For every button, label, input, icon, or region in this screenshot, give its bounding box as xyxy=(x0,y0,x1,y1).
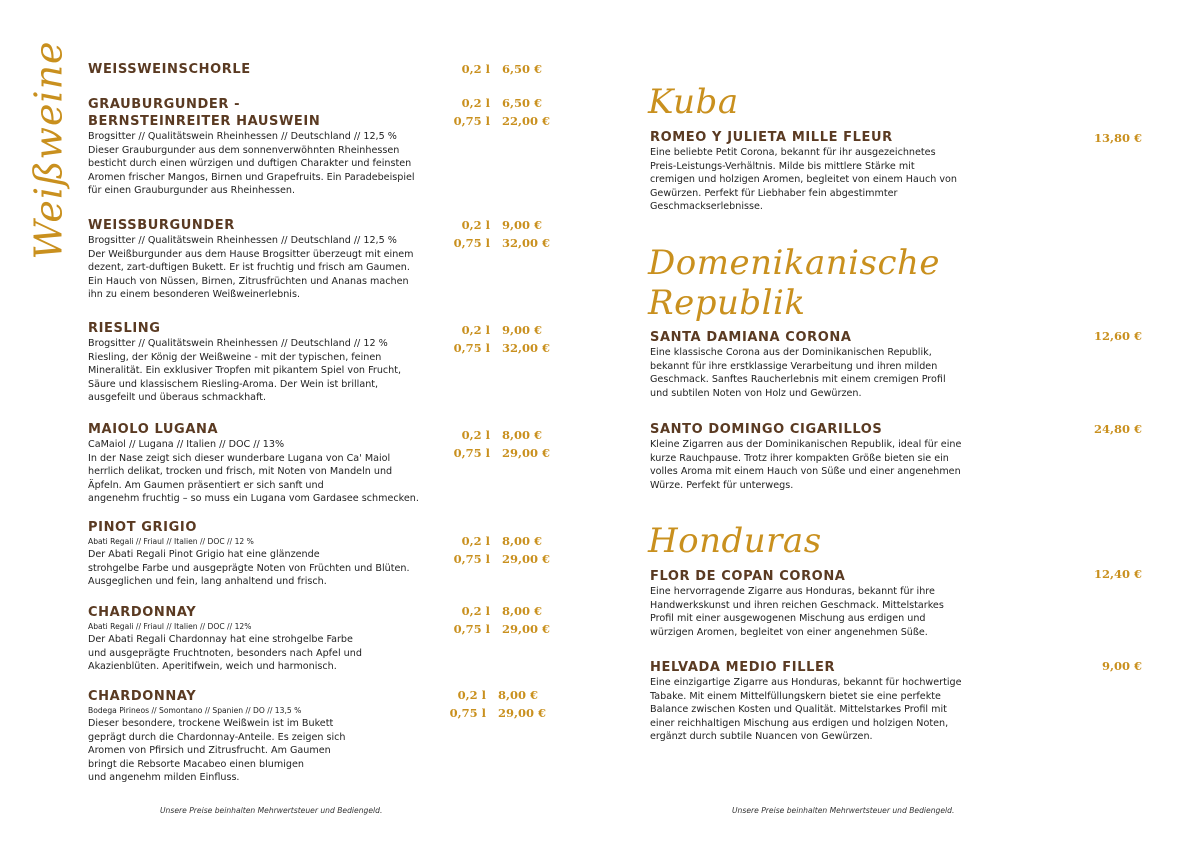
cigar-name: SANTA DAMIANA CORONA xyxy=(650,330,852,345)
wine-meta: CaMaiol // Lugana // Italien // DOC // 13% xyxy=(88,439,285,450)
region-title-honduras: Honduras xyxy=(648,521,822,561)
wine-description: Der Abati Regali Pinot Grigio hat eine glänzende strohgelbe Farbe und ausgeprägte Noten von Früchten und Blüten. Ausgeglichen und fein, lang anhaltend und frisch. xyxy=(88,549,410,588)
wine-item xyxy=(88,61,448,78)
wine-name: PINOT GRIGIO xyxy=(88,520,197,535)
cigar-item xyxy=(650,568,1010,639)
cigar-description: Eine hervorragende Zigarre aus Honduras, bekannt für ihre Handwerkskunst und ihren reichen Geschmack. Mittelstarkes Profil mit einer ausgewogenen Mischung aus erdigen und würzigen Aromen, begleitet von einer angenehmen Süße. xyxy=(650,586,944,638)
price-row: 0,75 l 29,00 € xyxy=(453,552,551,566)
cigar-name: SANTO DOMINGO CIGARILLOS xyxy=(650,422,883,437)
wine-description: Der Abati Regali Chardonnay hat eine strohgelbe Farbe und ausgeprägte Fruchtnoten, besonders nach Apfel und Akazienblüten. Aperitifwein, weich und harmonisch. xyxy=(88,634,362,673)
price-row: 0,2 l 8,00 € xyxy=(461,604,543,618)
wine-name: CHARDONNAY xyxy=(88,689,197,704)
price-row: 0,75 l 29,00 € xyxy=(449,706,547,720)
wine-description: Riesling, der König der Weißweine - mit der typischen, feinen Mineralität. Ein exklusiver Tropfen mit pikantem Spiel von Frucht, Säure und klassischem Riesling-Aroma. Der Wein ist brillant, ausgefeilt und überaus schmackhaft. xyxy=(88,351,402,404)
region-title-domenikanische-republik: Domenikanische Republik xyxy=(648,243,941,323)
cigar-description: Eine klassische Corona aus der Dominikanischen Republik, bekannt für ihre erstklassige Verarbeitung und ihren milden Geschmack. Sanftes Raucherlebnis mit einem cremigen Profil und subtilen Noten von Holz und Gewürzen. xyxy=(650,347,946,399)
cigar-name: HELVADA MEDIO FILLER xyxy=(650,660,836,675)
price-row: 0,2 l 6,50 € xyxy=(461,62,543,76)
cigar-menu-page xyxy=(600,0,1200,849)
cigar-price: 9,00 € xyxy=(1101,659,1142,673)
wine-prices xyxy=(452,216,550,252)
wine-prices xyxy=(452,60,542,78)
cigar-price: 12,60 € xyxy=(1093,329,1142,343)
wine-description: Der Weißburgunder aus dem Hause Brogsitter überzeugt mit einem dezent, zart-duftigen Bukett. Er ist fruchtig und frisch am Gaumen. Ein Hauch von Nüssen, Birnen, Zitrusfrüchten und Ananas machen ihn zu einem besonderen Weißweinerlebnis. xyxy=(88,248,414,301)
wine-name: MAIOLO LUGANA xyxy=(88,422,219,437)
wine-meta: Brogsitter // Qualitätswein Rheinhessen // Deutschland // 12 % xyxy=(88,338,388,349)
wine-name: WEISSWEINSCHORLE xyxy=(88,62,251,77)
wine-prices xyxy=(448,686,546,722)
wine-description: Dieser besondere, trockene Weißwein ist im Bukett geprägt durch die Chardonnay-Anteile. Es zeigen sich Aromen von Pfirsich und Zitrusfrucht. Am Gaumen bringt die Rebsorte Macabeo einen blumigen und angenehm milden Einfluss. xyxy=(88,718,346,784)
cigar-item xyxy=(650,659,1010,744)
cigar-description: Eine beliebte Petit Corona, bekannt für ihr ausgezeichnetes Preis-Leistungs-Verhältnis. Milde bis mittlere Stärke mit cremigen und holzigen Aromen, begleitet von einem Hauch von Gewürzen. Perfekt für Liebhaber fein abgestimmter Geschmackserlebnisse. xyxy=(650,147,957,213)
cigar-item xyxy=(650,421,1010,492)
price-row: 0,75 l 29,00 € xyxy=(453,446,551,460)
cigar-price: 13,80 € xyxy=(1093,131,1142,145)
wine-item xyxy=(88,96,448,198)
price-row: 0,2 l 8,00 € xyxy=(461,428,543,442)
price-row: 0,2 l 8,00 € xyxy=(461,534,543,548)
section-title-weissweine: Weißweine xyxy=(27,40,71,260)
price-footnote: Unsere Preise beinhalten Mehrwertsteuer und Bediengeld. xyxy=(732,806,955,815)
wine-prices xyxy=(452,321,550,357)
region-title-kuba: Kuba xyxy=(648,82,739,122)
wine-item xyxy=(88,519,448,589)
cigar-name: ROMEO Y JULIETA MILLE FLEUR xyxy=(650,130,893,145)
wine-item xyxy=(88,320,448,405)
cigar-price: 12,40 € xyxy=(1093,567,1142,581)
wine-item xyxy=(88,217,448,302)
price-row: 0,2 l 9,00 € xyxy=(461,323,543,337)
wine-name: RIESLING xyxy=(88,321,161,336)
wine-item xyxy=(88,421,448,506)
cigar-description: Eine einzigartige Zigarre aus Honduras, bekannt für hochwertige Tabake. Mit einem Mittelfüllungskern bietet sie eine perfekte Balance zwischen Kosten und Qualität. Mittelstarkes Profil mit einer reichhaltigen Mischung aus erdigen und holzigen Noten, ergänzt durch subtile Nuancen von Gewürzen. xyxy=(650,677,962,743)
wine-item xyxy=(88,688,448,785)
price-footnote: Unsere Preise beinhalten Mehrwertsteuer und Bediengeld. xyxy=(160,806,383,815)
cigar-item xyxy=(650,129,1010,214)
price-row: 0,75 l 22,00 € xyxy=(453,114,551,128)
wine-meta: Brogsitter // Qualitätswein Rheinhessen // Deutschland // 12,5 % xyxy=(88,131,397,142)
wine-meta: Abati Regali // Friaul // Italien // DOC // 12% xyxy=(88,622,252,631)
price-row: 0,2 l 6,50 € xyxy=(461,96,543,110)
wine-description: Dieser Grauburgunder aus dem sonnenverwöhnten Rheinhessen besticht durch einen würzigen und duftigen Charakter und feinsten Aromen frischer Mangos, Birnen und Grapefruits. Ein Paradebeispiel für einen Grauburgunder aus Rheinhessen. xyxy=(88,144,415,197)
wine-description: In der Nase zeigt sich dieser wunderbare Lugana von Ca' Maiol herrlich delikat, trocken und frisch, mit Noten von Mandeln und Äpfeln. Am Gaumen präsentiert er sich sanft und angenehm fruchtig – so muss ein Lugana vom Gardasee schmecken. xyxy=(88,452,419,505)
wine-meta: Brogsitter // Qualitätswein Rheinhessen // Deutschland // 12,5 % xyxy=(88,235,397,246)
wine-name: GRAUBURGUNDER - BERNSTEINREITER HAUSWEIN xyxy=(88,97,321,129)
wine-prices xyxy=(452,532,550,568)
wine-item xyxy=(88,604,448,674)
price-row: 0,75 l 29,00 € xyxy=(453,622,551,636)
wine-name: WEISSBURGUNDER xyxy=(88,218,235,233)
cigar-price: 24,80 € xyxy=(1093,422,1142,436)
wine-prices xyxy=(452,94,550,130)
price-row: 0,2 l 9,00 € xyxy=(461,218,543,232)
price-row: 0,75 l 32,00 € xyxy=(453,341,551,355)
cigar-item xyxy=(650,329,1010,400)
price-row: 0,75 l 32,00 € xyxy=(453,236,551,250)
wine-prices xyxy=(452,426,550,462)
wine-meta: Bodega Pirineos // Somontano // Spanien // DO // 13,5 % xyxy=(88,706,302,715)
wine-prices xyxy=(452,602,550,638)
wine-meta: Abati Regali // Friaul // Italien // DOC // 12 % xyxy=(88,537,254,546)
cigar-description: Kleine Zigarren aus der Dominikanischen Republik, ideal für eine kurze Rauchpause. Trotz ihrer kompakten Größe bieten sie ein volles Aroma mit einem Hauch von Süße und einer angenehmen Würze. Perfekt für unterwegs. xyxy=(650,439,962,491)
wine-name: CHARDONNAY xyxy=(88,605,197,620)
price-row: 0,2 l 8,00 € xyxy=(457,688,539,702)
cigar-name: FLOR DE COPAN CORONA xyxy=(650,569,846,584)
